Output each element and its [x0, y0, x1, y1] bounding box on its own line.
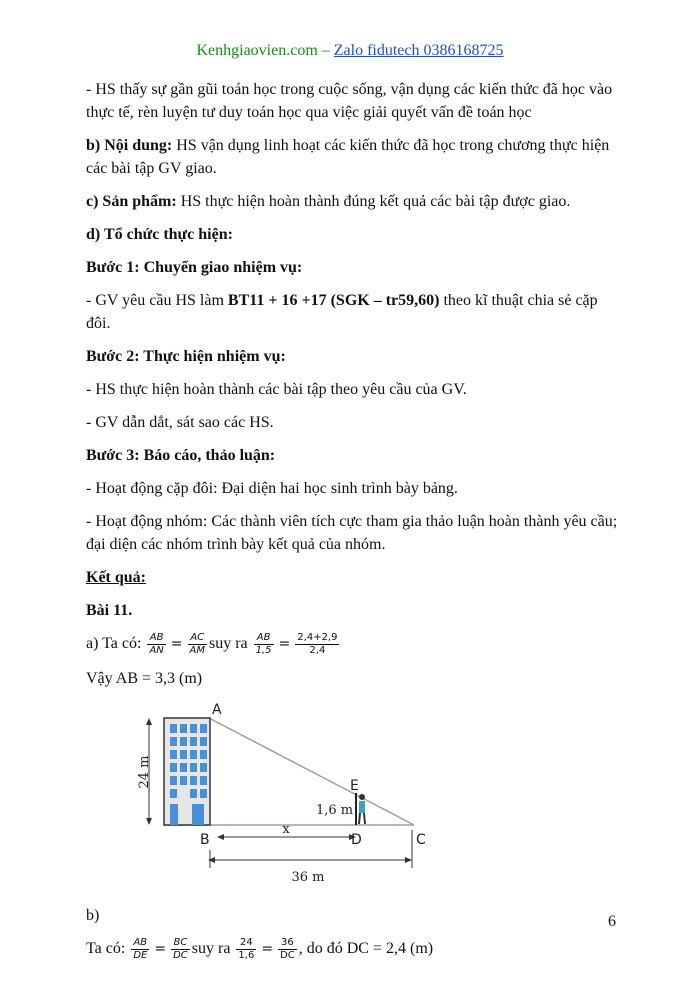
label-c: C: [416, 832, 426, 848]
step1-text: [86, 289, 626, 335]
step2-line2: - GV dẫn dắt, sát sao các HS.: [86, 414, 274, 431]
hypotenuse-line: [209, 718, 414, 825]
part-a-label: a) Ta có:: [86, 635, 146, 653]
part-b-prefix: Ta có:: [86, 940, 130, 958]
label-building-height: 24 m: [137, 755, 152, 789]
result-title: Kết quả:: [86, 569, 146, 586]
part-b-label: b): [86, 907, 100, 924]
label-e: E: [350, 778, 359, 794]
label-x: x: [282, 822, 290, 837]
person-icon: [359, 794, 365, 824]
fraction-ab-15: $\frac{AB}{1,5}$: [255, 632, 272, 656]
header-separator: –: [317, 42, 334, 59]
label-b: B: [200, 832, 210, 848]
page-number: 6: [608, 913, 616, 930]
fraction-ab-an: $\frac{AB}{AN}$: [149, 632, 164, 656]
fraction-ac-am: $\frac{AC}{AM}$: [189, 632, 205, 656]
label-d: D: [351, 832, 362, 848]
part-b-mid: suy ra: [191, 940, 235, 958]
fraction-bc-dc: $\frac{BC}{DC}$: [173, 937, 188, 961]
label-person-height: 1,6 m: [316, 803, 354, 818]
step3-title: Bước 3: Báo cáo, thảo luận:: [86, 447, 276, 464]
intro-line: - HS thấy sự gần gũi toán học trong cuộc sống, vận dụng các kiến thức đã học vào thực tế, rèn luyện tư duy toán học qua việc giải quyết vấn đề toán học: [86, 81, 613, 121]
step2-line1: - HS thực hiện hoàn thành các bài tập theo yêu cầu của GV.: [86, 381, 467, 398]
step1-exercises: BT11 + 16 +17 (SGK – tr59,60): [227, 292, 440, 309]
equals-sign: =: [170, 636, 183, 653]
fraction-ab-de: $\frac{AB}{DE}$: [133, 937, 148, 961]
header-contact-link[interactable]: Zalo fidutech 0386168725: [333, 42, 504, 59]
step1-pre: - GV yêu cầu HS làm: [86, 292, 228, 309]
label-bc-length: 36 m: [291, 870, 325, 885]
equals-sign: =: [261, 941, 274, 958]
exercise-title: Bài 11.: [86, 602, 133, 619]
building-icon: [164, 718, 210, 825]
label-a: A: [212, 702, 222, 718]
page-header: [0, 42, 700, 60]
content-section: [86, 134, 626, 180]
part-b-equation: [86, 937, 626, 962]
organize-title: d) Tổ chức thực hiện:: [86, 226, 233, 243]
content-text: HS vận dụng linh hoạt các kiến thức đã học trong chương thực hiện các bài tập GV giao.: [86, 137, 610, 177]
step1-post: theo kĩ thuật chia sẻ cặp đôi.: [86, 292, 598, 332]
geometry-diagram: [104, 700, 444, 900]
part-b-end: , do đó DC = 2,4 (m): [298, 940, 434, 958]
equals-sign: =: [154, 941, 167, 958]
part-a-mid: suy ra: [208, 635, 252, 653]
equals-sign: =: [278, 636, 291, 653]
fraction-sum-24: $\frac{2,4+2,9}{2,4}$: [297, 632, 338, 656]
document-body: [86, 78, 626, 972]
step3-line2: - Hoạt động nhóm: Các thành viên tích cực tham gia thảo luận hoàn thành yêu cầu; đại diện các nhóm trình bày kết quả của nhóm.: [86, 513, 618, 553]
product-label: c) Sản phẩm:: [86, 193, 177, 210]
part-a-result: Vậy AB = 3,3 (m): [86, 670, 203, 687]
step2-title: Bước 2: Thực hiện nhiệm vụ:: [86, 348, 286, 365]
fraction-36-dc: $\frac{36}{DC}$: [280, 937, 295, 961]
header-site: Kenhgiaovien.com: [196, 42, 318, 59]
product-text: HS thực hiện hoàn thành đúng kết quả các bài tập được giao.: [176, 193, 571, 210]
step1-title: Bước 1: Chuyển giao nhiệm vụ:: [86, 259, 303, 276]
content-label: b) Nội dung:: [86, 137, 173, 154]
fraction-24-16: $\frac{24}{1,6}$: [238, 937, 255, 961]
product-section: [86, 190, 626, 213]
part-a-equation: [86, 632, 626, 657]
building-shadow-figure: [104, 700, 444, 900]
step3-line1: - Hoạt động cặp đôi: Đại diện hai học sinh trình bày bảng.: [86, 480, 458, 497]
